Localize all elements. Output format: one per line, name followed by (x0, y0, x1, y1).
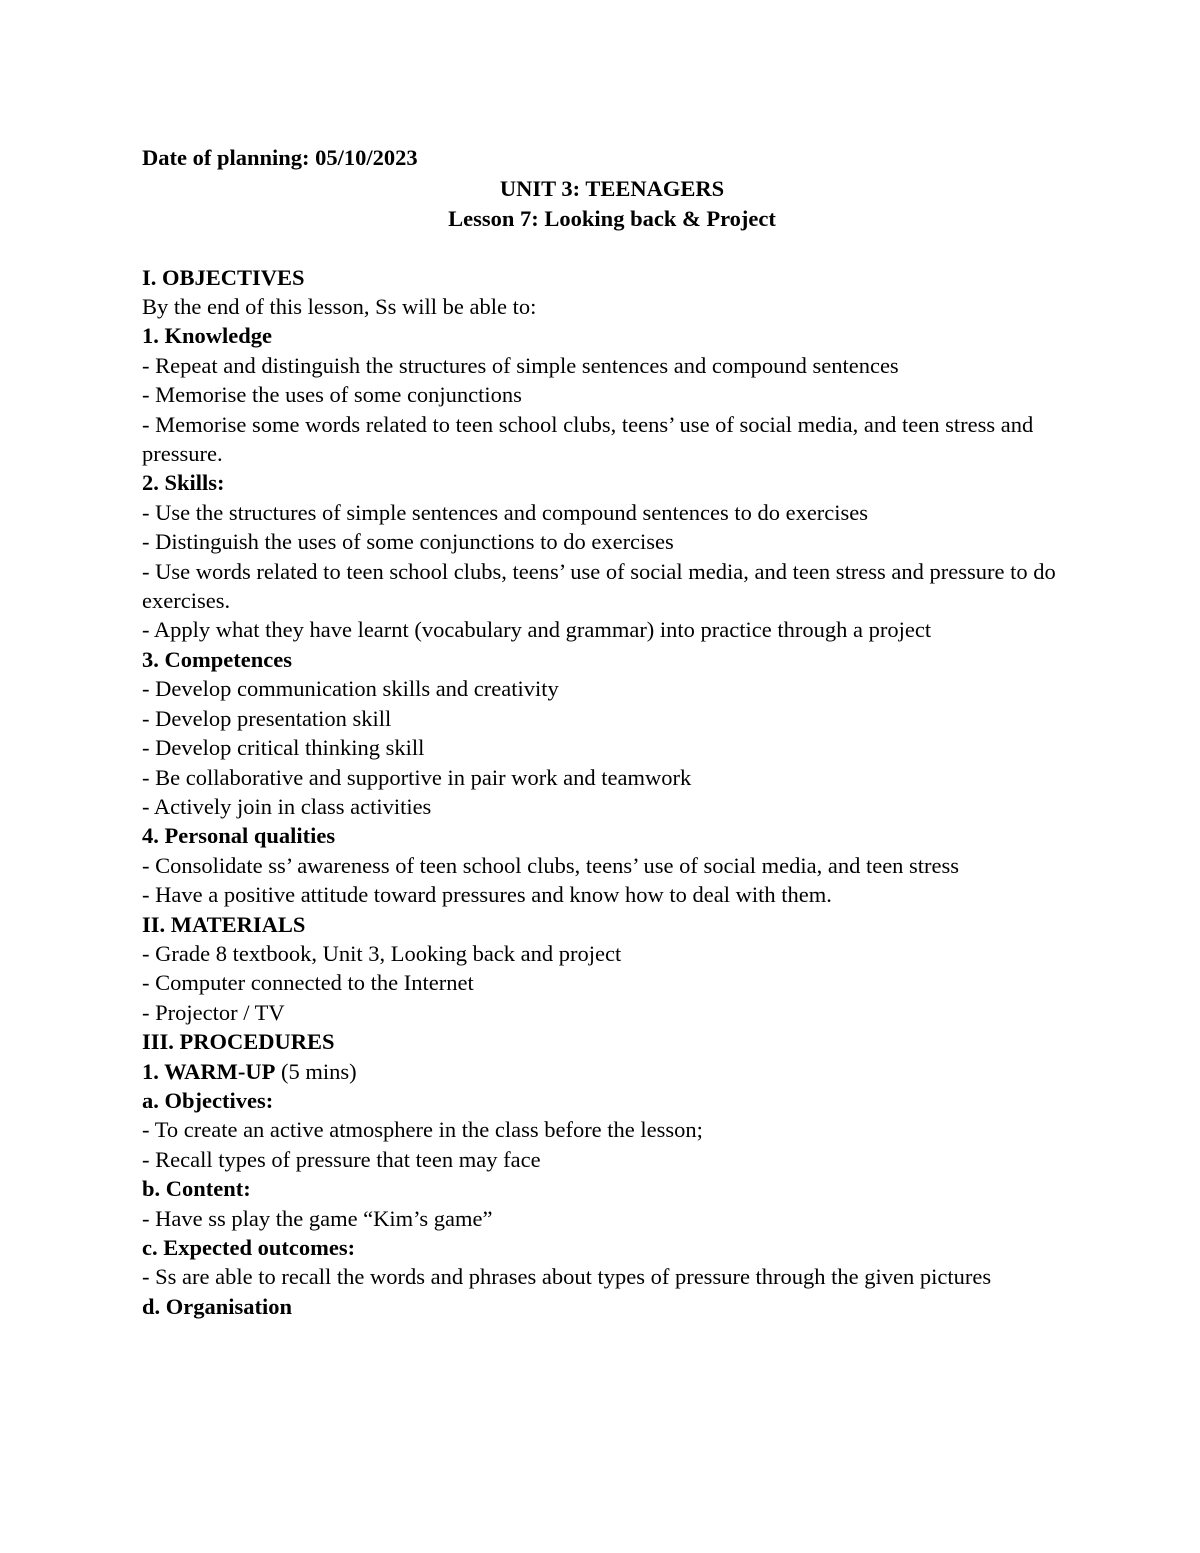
qualities-item: - Have a positive attitude toward pressures and know how to deal with them. (142, 882, 832, 908)
qualities-heading: 4. Personal qualities (142, 823, 336, 849)
planning-date: Date of planning: 05/10/2023 (142, 145, 418, 170)
warmup-outcomes-heading: c. Expected outcomes: (142, 1235, 356, 1261)
qualities-item: - Consolidate ss’ awareness of teen school clubs, teens’ use of social media, and teen stress (142, 852, 960, 878)
warmup-content-heading: b. Content: (142, 1176, 251, 1202)
skills-item: - Apply what they have learnt (vocabulary and grammar) into practice through a project (142, 617, 932, 643)
objectives-heading: I. OBJECTIVES (142, 264, 305, 290)
warmup-objectives-heading: a. Objectives: (142, 1087, 274, 1113)
warmup-objectives-item: - Recall types of pressure that teen may face (142, 1146, 541, 1172)
competences-item: - Develop communication skills and creativity (142, 676, 559, 702)
warmup-outcomes-item: - Ss are able to recall the words and phrases about types of pressure through the given pictures (142, 1264, 992, 1290)
competences-item: - Be collaborative and supportive in pair work and teamwork (142, 764, 692, 790)
warmup-heading (142, 1057, 1072, 1086)
lesson-plan-body (142, 143, 1072, 1321)
materials-item: - Projector / TV (142, 999, 285, 1025)
warmup-heading-label: 1. WARM-UP (142, 1058, 276, 1084)
knowledge-item: - Memorise the uses of some conjunctions (142, 382, 522, 408)
knowledge-item: - Repeat and distinguish the structures of simple sentences and compound sentences (142, 352, 899, 378)
unit-title: UNIT 3: TEENAGERS (499, 176, 725, 202)
objectives-intro: By the end of this lesson, Ss will be able to: (142, 294, 537, 320)
competences-item: - Develop presentation skill (142, 705, 392, 731)
spacer (142, 233, 1072, 262)
knowledge-heading: 1. Knowledge (142, 323, 273, 349)
materials-item: - Computer connected to the Internet (142, 970, 474, 996)
warmup-duration: (5 mins) (275, 1058, 357, 1084)
skills-item: - Use the structures of simple sentences and compound sentences to do exercises (142, 499, 869, 525)
knowledge-item: - Memorise some words related to teen school clubs, teens’ use of social media, and teen stress and pressure. (142, 411, 1034, 467)
skills-heading: 2. Skills: (142, 470, 225, 496)
competences-item: - Actively join in class activities (142, 793, 432, 819)
skills-item: - Use words related to teen school clubs, teens’ use of social media, and teen stress and pressure to do exercises. (142, 558, 1056, 614)
skills-item: - Distinguish the uses of some conjunctions to do exercises (142, 529, 674, 555)
materials-heading: II. MATERIALS (142, 911, 306, 937)
procedures-heading: III. PROCEDURES (142, 1029, 335, 1055)
competences-heading: 3. Competences (142, 646, 292, 672)
lesson-title: Lesson 7: Looking back & Project (448, 205, 776, 231)
materials-item: - Grade 8 textbook, Unit 3, Looking back and project (142, 940, 622, 966)
warmup-objectives-item: - To create an active atmosphere in the class before the lesson; (142, 1117, 703, 1143)
competences-item: - Develop critical thinking skill (142, 735, 425, 761)
warmup-organisation-heading: d. Organisation (142, 1293, 293, 1319)
warmup-content-item: - Have ss play the game “Kim’s game” (142, 1205, 493, 1231)
